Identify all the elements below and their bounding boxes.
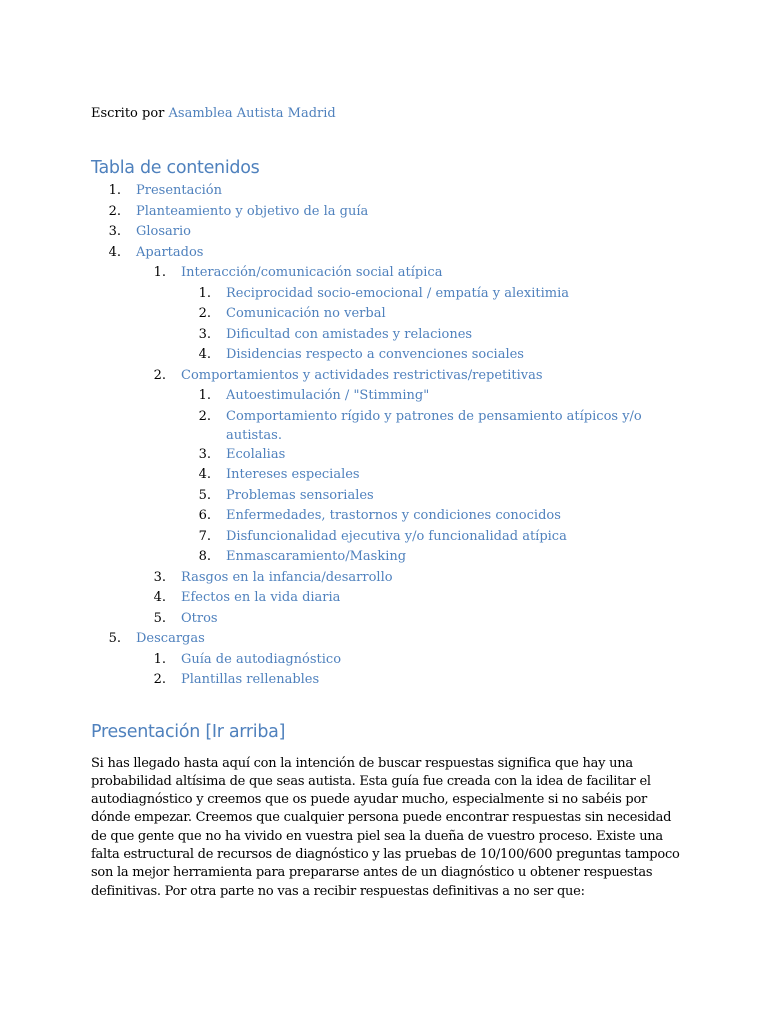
- toc-item-disfuncionalidad[interactable]: [91, 527, 691, 548]
- toc-item-descargas[interactable]: [91, 629, 691, 650]
- toc-item-number: 5.: [198, 487, 211, 503]
- toc-item-label: Intereses especiales: [226, 467, 360, 482]
- toc-item-number: 6.: [198, 508, 211, 523]
- toc-item-label: Otros: [181, 610, 218, 626]
- toc-item-label: Planteamiento y objetivo de la guía: [136, 203, 369, 219]
- toc-item-number: 4.: [108, 244, 121, 260]
- toc-item-number: 5.: [153, 610, 166, 626]
- toc-item-disidencias[interactable]: [91, 345, 691, 366]
- toc-item-number: 1.: [198, 388, 211, 403]
- toc-item-label: Comportamiento rígido y patrones de pensamiento atípicos y/o autistas.: [226, 408, 642, 443]
- toc-item-label: Enfermedades, trastornos y condiciones conocidos: [226, 508, 561, 523]
- toc-item-label: Guía de autodiagnóstico: [181, 651, 342, 667]
- toc-item-label: Descargas: [136, 631, 205, 646]
- toc-item-label: Comunicación no verbal: [226, 306, 386, 321]
- toc-item-comportamientos[interactable]: [91, 366, 691, 387]
- toc-item-label: Reciprocidad socio-emocional / empatía y alexitimia: [226, 285, 569, 301]
- toc-heading: Tabla de contenidos: [91, 158, 260, 178]
- table-of-contents: [91, 181, 691, 691]
- toc-item-label: Presentación: [136, 183, 223, 198]
- toc-item-number: 1.: [153, 265, 166, 280]
- toc-item-reciprocidad[interactable]: [91, 284, 691, 305]
- byline: [91, 104, 691, 124]
- toc-item-label: Apartados: [136, 244, 204, 260]
- toc-item-label: Disidencias respecto a convenciones sociales: [226, 347, 524, 362]
- toc-item-label: Efectos en la vida diaria: [181, 590, 341, 605]
- toc-item-number: 2.: [153, 672, 166, 687]
- toc-item-infancia[interactable]: [91, 568, 691, 589]
- presentation-body: Si has llegado hasta aquí con la intención de buscar respuestas significa que hay una probabilidad altísima de que seas autista. Esta guía fue creada con la idea de facilitar el autodiagnóstico y creemos que os puede ayudar mucho, especialmente si no sabéis por dónde empezar. Creemos que cualquier persona puede encontrar respuestas sin necesidad de que gente que no ha vivido en vuestra piel sea la dueña de vuestro proceso. Existe una falta estructural de recursos de diagnóstico y las pruebas de 10/100/600 preguntas tampoco son la mejor herramienta para prepararse antes de un diagnóstico u obtener respuestas definitivas. Por otra parte no vas a recibir respuestas definitivas a no ser que:: [91, 755, 680, 899]
- toc-item-label: Plantillas rellenables: [181, 672, 320, 687]
- toc-item-number: 4.: [198, 467, 211, 482]
- toc-item-planteamiento[interactable]: [91, 202, 691, 223]
- toc-item-number: 8.: [198, 549, 211, 564]
- toc-item-ecolalias[interactable]: [91, 445, 691, 466]
- toc-item-number: 1.: [198, 285, 211, 301]
- toc-item-label: Glosario: [136, 224, 191, 239]
- toc-item-label: Problemas sensoriales: [226, 487, 374, 503]
- toc-item-interaccion[interactable]: [91, 263, 691, 284]
- toc-item-vida-diaria[interactable]: [91, 588, 691, 609]
- toc-item-plantillas[interactable]: [91, 670, 691, 691]
- toc-item-number: 4.: [153, 590, 166, 605]
- toc-item-stimming[interactable]: [91, 386, 691, 407]
- toc-item-sensoriales[interactable]: [91, 486, 691, 507]
- toc-item-number: 1.: [153, 651, 166, 667]
- document-page: [91, 104, 691, 901]
- toc-item-intereses[interactable]: [91, 465, 691, 486]
- toc-item-comunicacion-no-verbal[interactable]: [91, 304, 691, 325]
- toc-item-enfermedades[interactable]: [91, 506, 691, 527]
- toc-item-number: 3.: [198, 446, 211, 462]
- toc-item-number: 3.: [108, 224, 121, 239]
- toc-item-otros[interactable]: [91, 609, 691, 630]
- author-link[interactable]: Asamblea Autista Madrid: [168, 106, 336, 121]
- toc-item-label: Enmascaramiento/Masking: [226, 549, 407, 564]
- toc-item-label: Autoestimulación / "Stimming": [226, 388, 430, 403]
- toc-item-number: 4.: [198, 347, 211, 362]
- toc-item-comportamiento-rigido[interactable]: [91, 407, 691, 445]
- toc-item-number: 5.: [108, 631, 121, 646]
- toc-item-label: Interacción/comunicación social atípica: [181, 265, 443, 280]
- toc-item-glosario[interactable]: [91, 222, 691, 243]
- byline-prefix: Escrito por: [91, 106, 165, 121]
- toc-item-number: 2.: [198, 408, 211, 424]
- toc-item-label: Dificultad con amistades y relaciones: [226, 326, 473, 342]
- toc-item-amistades[interactable]: [91, 325, 691, 346]
- toc-item-masking[interactable]: [91, 547, 691, 568]
- toc-item-label: Rasgos en la infancia/desarrollo: [181, 569, 393, 585]
- toc-item-label: Comportamientos y actividades restrictivas/repetitivas: [181, 367, 543, 383]
- toc-item-presentacion[interactable]: [91, 181, 691, 202]
- toc-item-apartados[interactable]: [91, 243, 691, 264]
- toc-item-number: 1.: [108, 183, 121, 198]
- toc-item-label: Disfuncionalidad ejecutiva y/o funcionalidad atípica: [226, 528, 567, 544]
- toc-item-label: Ecolalias: [226, 446, 286, 462]
- presentation-heading: Presentación [Ir arriba]: [91, 721, 286, 742]
- toc-item-number: 2.: [108, 203, 121, 219]
- toc-item-guia-autodiagnostico[interactable]: [91, 650, 691, 671]
- toc-item-number: 2.: [153, 367, 166, 383]
- toc-item-number: 2.: [198, 306, 211, 321]
- toc-item-number: 3.: [153, 569, 166, 585]
- toc-item-number: 3.: [198, 326, 211, 342]
- toc-item-number: 7.: [198, 528, 211, 544]
